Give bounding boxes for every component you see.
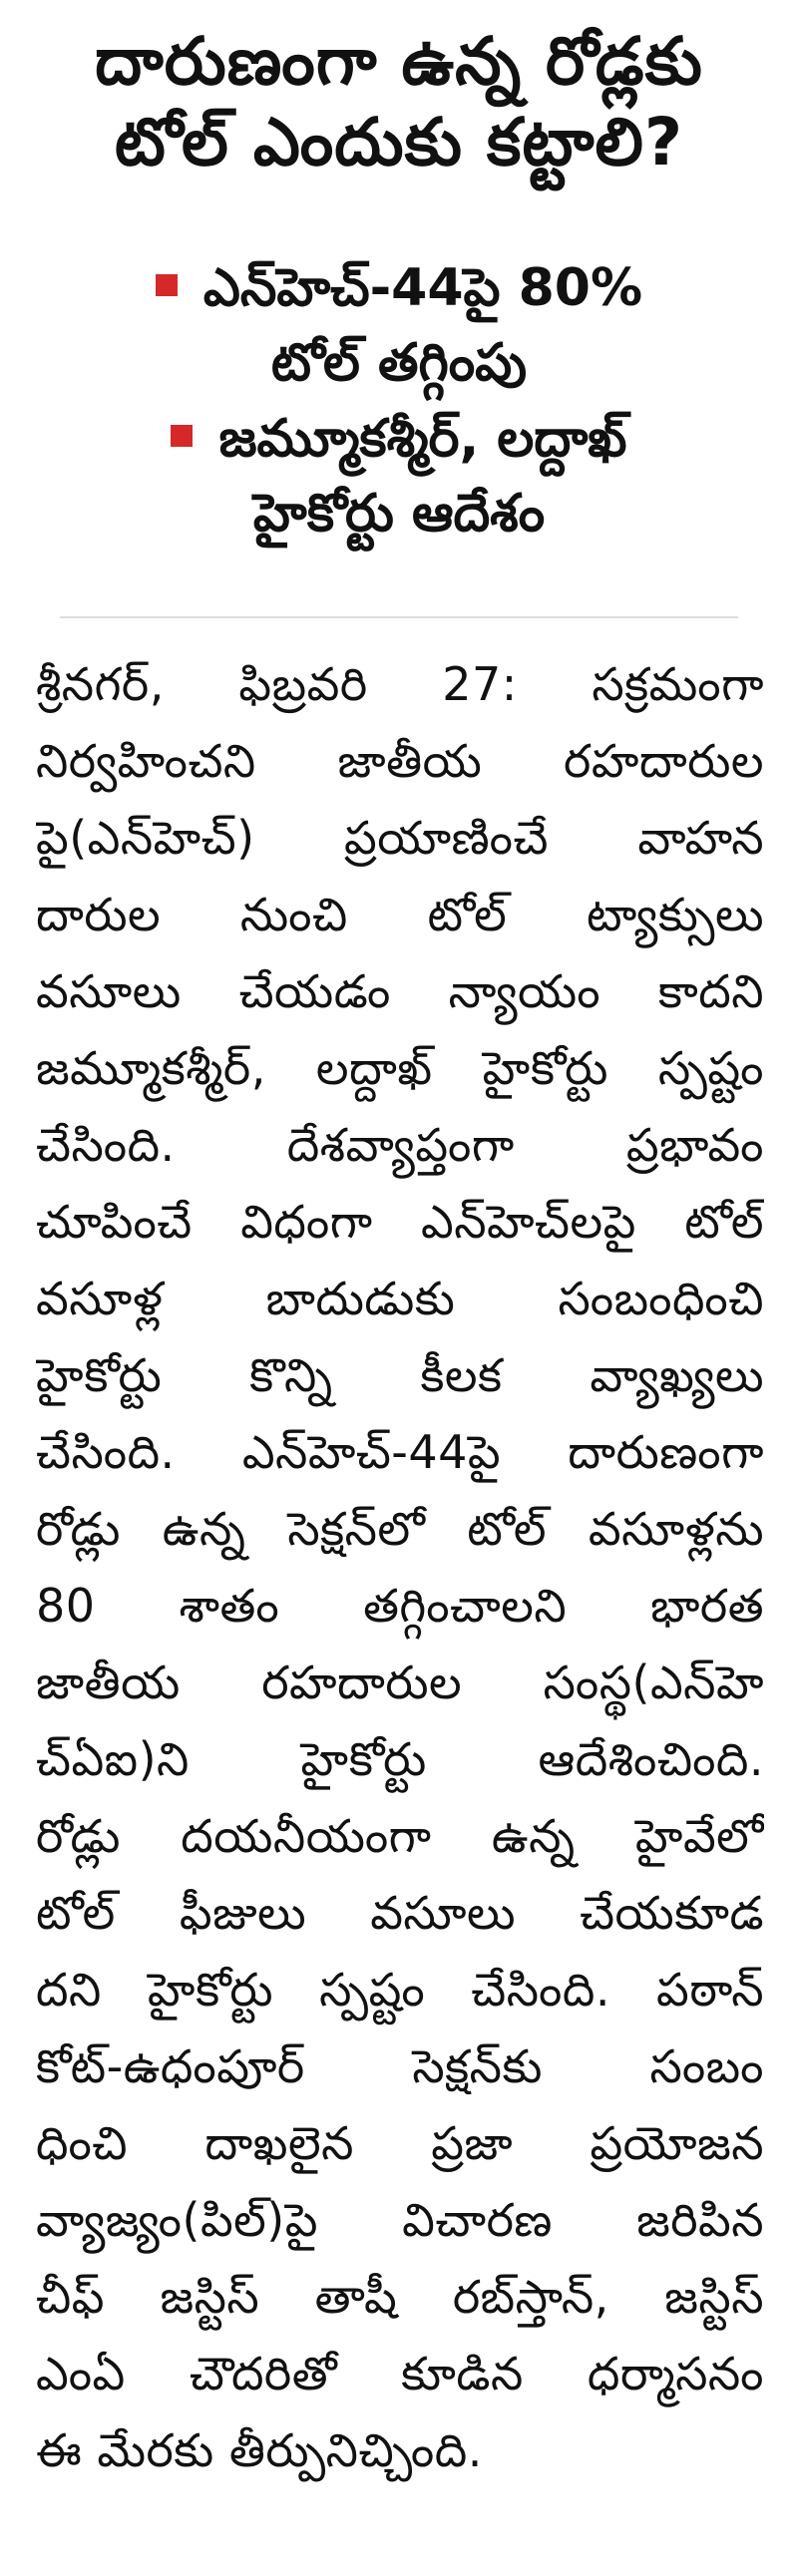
sub-point-1-line-2: టోల్ తగ్గింపు — [270, 333, 528, 394]
body-line: వ్యాజ్యం(పిల్)పై విచారణ జరిపిన — [36, 2193, 764, 2247]
sub-point-1 — [20, 251, 778, 402]
body-line: వసూళ్ల బాదుడుకు సంబంధించి — [36, 1272, 764, 1325]
body-line: చేసింది. దేశవ్యాప్తంగా ప్రభావం — [36, 1118, 764, 1172]
headline-line-2: టోల్ ఎందుకు కట్టాలి? — [114, 103, 684, 181]
bullet-square-icon — [156, 274, 178, 296]
sub-point-2-line-2: హైకోర్టు ఆదేశం — [252, 484, 546, 545]
body-line: దని హైకోర్టు స్పష్టం చేసింది. పఠాన్ — [36, 1963, 764, 2017]
body-line: దారుల నుంచి టోల్ ట్యాక్సులు — [36, 888, 764, 941]
headline — [20, 22, 778, 183]
sub-point-2-text-1: జమ్మూకశ్మీర్, లద్దాఖ్ — [218, 408, 627, 469]
body-line: చేసింది. ఎన్‌హెచ్-44పై దారుణంగా — [36, 1425, 764, 1479]
bullet-square-icon — [171, 425, 193, 447]
body-line: శ్రీనగర్, ఫిబ్రవరి 27: సక్రమంగా — [36, 657, 764, 711]
body-line: చ్‌ఏఐ)ని హైకోర్టు ఆదేశించింది. — [36, 1732, 764, 1786]
sub-point-2-line-1 — [20, 402, 778, 477]
sub-point-1-line-1 — [20, 251, 778, 326]
body-line: పై(ఎన్‌హెచ్) ప్రయాణించే వాహన — [36, 811, 764, 865]
body-line: జమ్మూకశ్మీర్, లద్దాఖ్ హైకోర్టు స్పష్టం — [36, 1041, 764, 1095]
sub-point-1-text-1: ఎన్‌హెచ్-44పై 80% — [202, 258, 643, 318]
body-line: ఎంఏ చౌదరితో కూడిన ధర్మాసనం — [36, 2347, 764, 2400]
article-body — [36, 646, 764, 2489]
body-line: 80 శాతం తగ్గించాలని భారత — [36, 1579, 764, 1633]
sub-points — [20, 251, 778, 552]
body-line: కోట్-ఉధంపూర్ సెక్షన్‌కు సంబం — [36, 2039, 764, 2093]
body-line: హైకోర్టు కొన్ని కీలక వ్యాఖ్యలు — [36, 1348, 764, 1402]
body-line: జాతీయ రహదారుల సంస్థ(ఎన్‌హె — [36, 1656, 764, 1709]
sub-point-2 — [20, 402, 778, 552]
divider — [60, 616, 738, 618]
body-line: చీఫ్ జస్టిస్ తాషీ రబ్‌స్తాన్, జస్టిస్ — [36, 2270, 764, 2324]
headline-line-1: దారుణంగా ఉన్న రోడ్లకు — [95, 23, 703, 100]
body-line: ధించి దాఖలైన ప్రజా ప్రయోజన — [36, 2116, 764, 2170]
body-line: టోల్ ఫీజులు వసూలు చేయకూడ — [36, 1886, 764, 1940]
body-line: ఈ మేరకు తీర్పునిచ్చింది. — [36, 2423, 483, 2477]
body-line: రోడ్లు ఉన్న సెక్షన్‌లో టోల్ వసూళ్లను — [36, 1502, 764, 1556]
body-line: వసూలు చేయడం న్యాయం కాదని — [36, 964, 764, 1018]
body-line: నిర్వహించని జాతీయ రహదారుల — [36, 734, 764, 788]
body-line: రోడ్లు దయనీయంగా ఉన్న హైవేలో — [36, 1809, 764, 1863]
body-line: చూపించే విధంగా ఎన్‌హెచ్‌లపై టోల్ — [36, 1195, 764, 1249]
